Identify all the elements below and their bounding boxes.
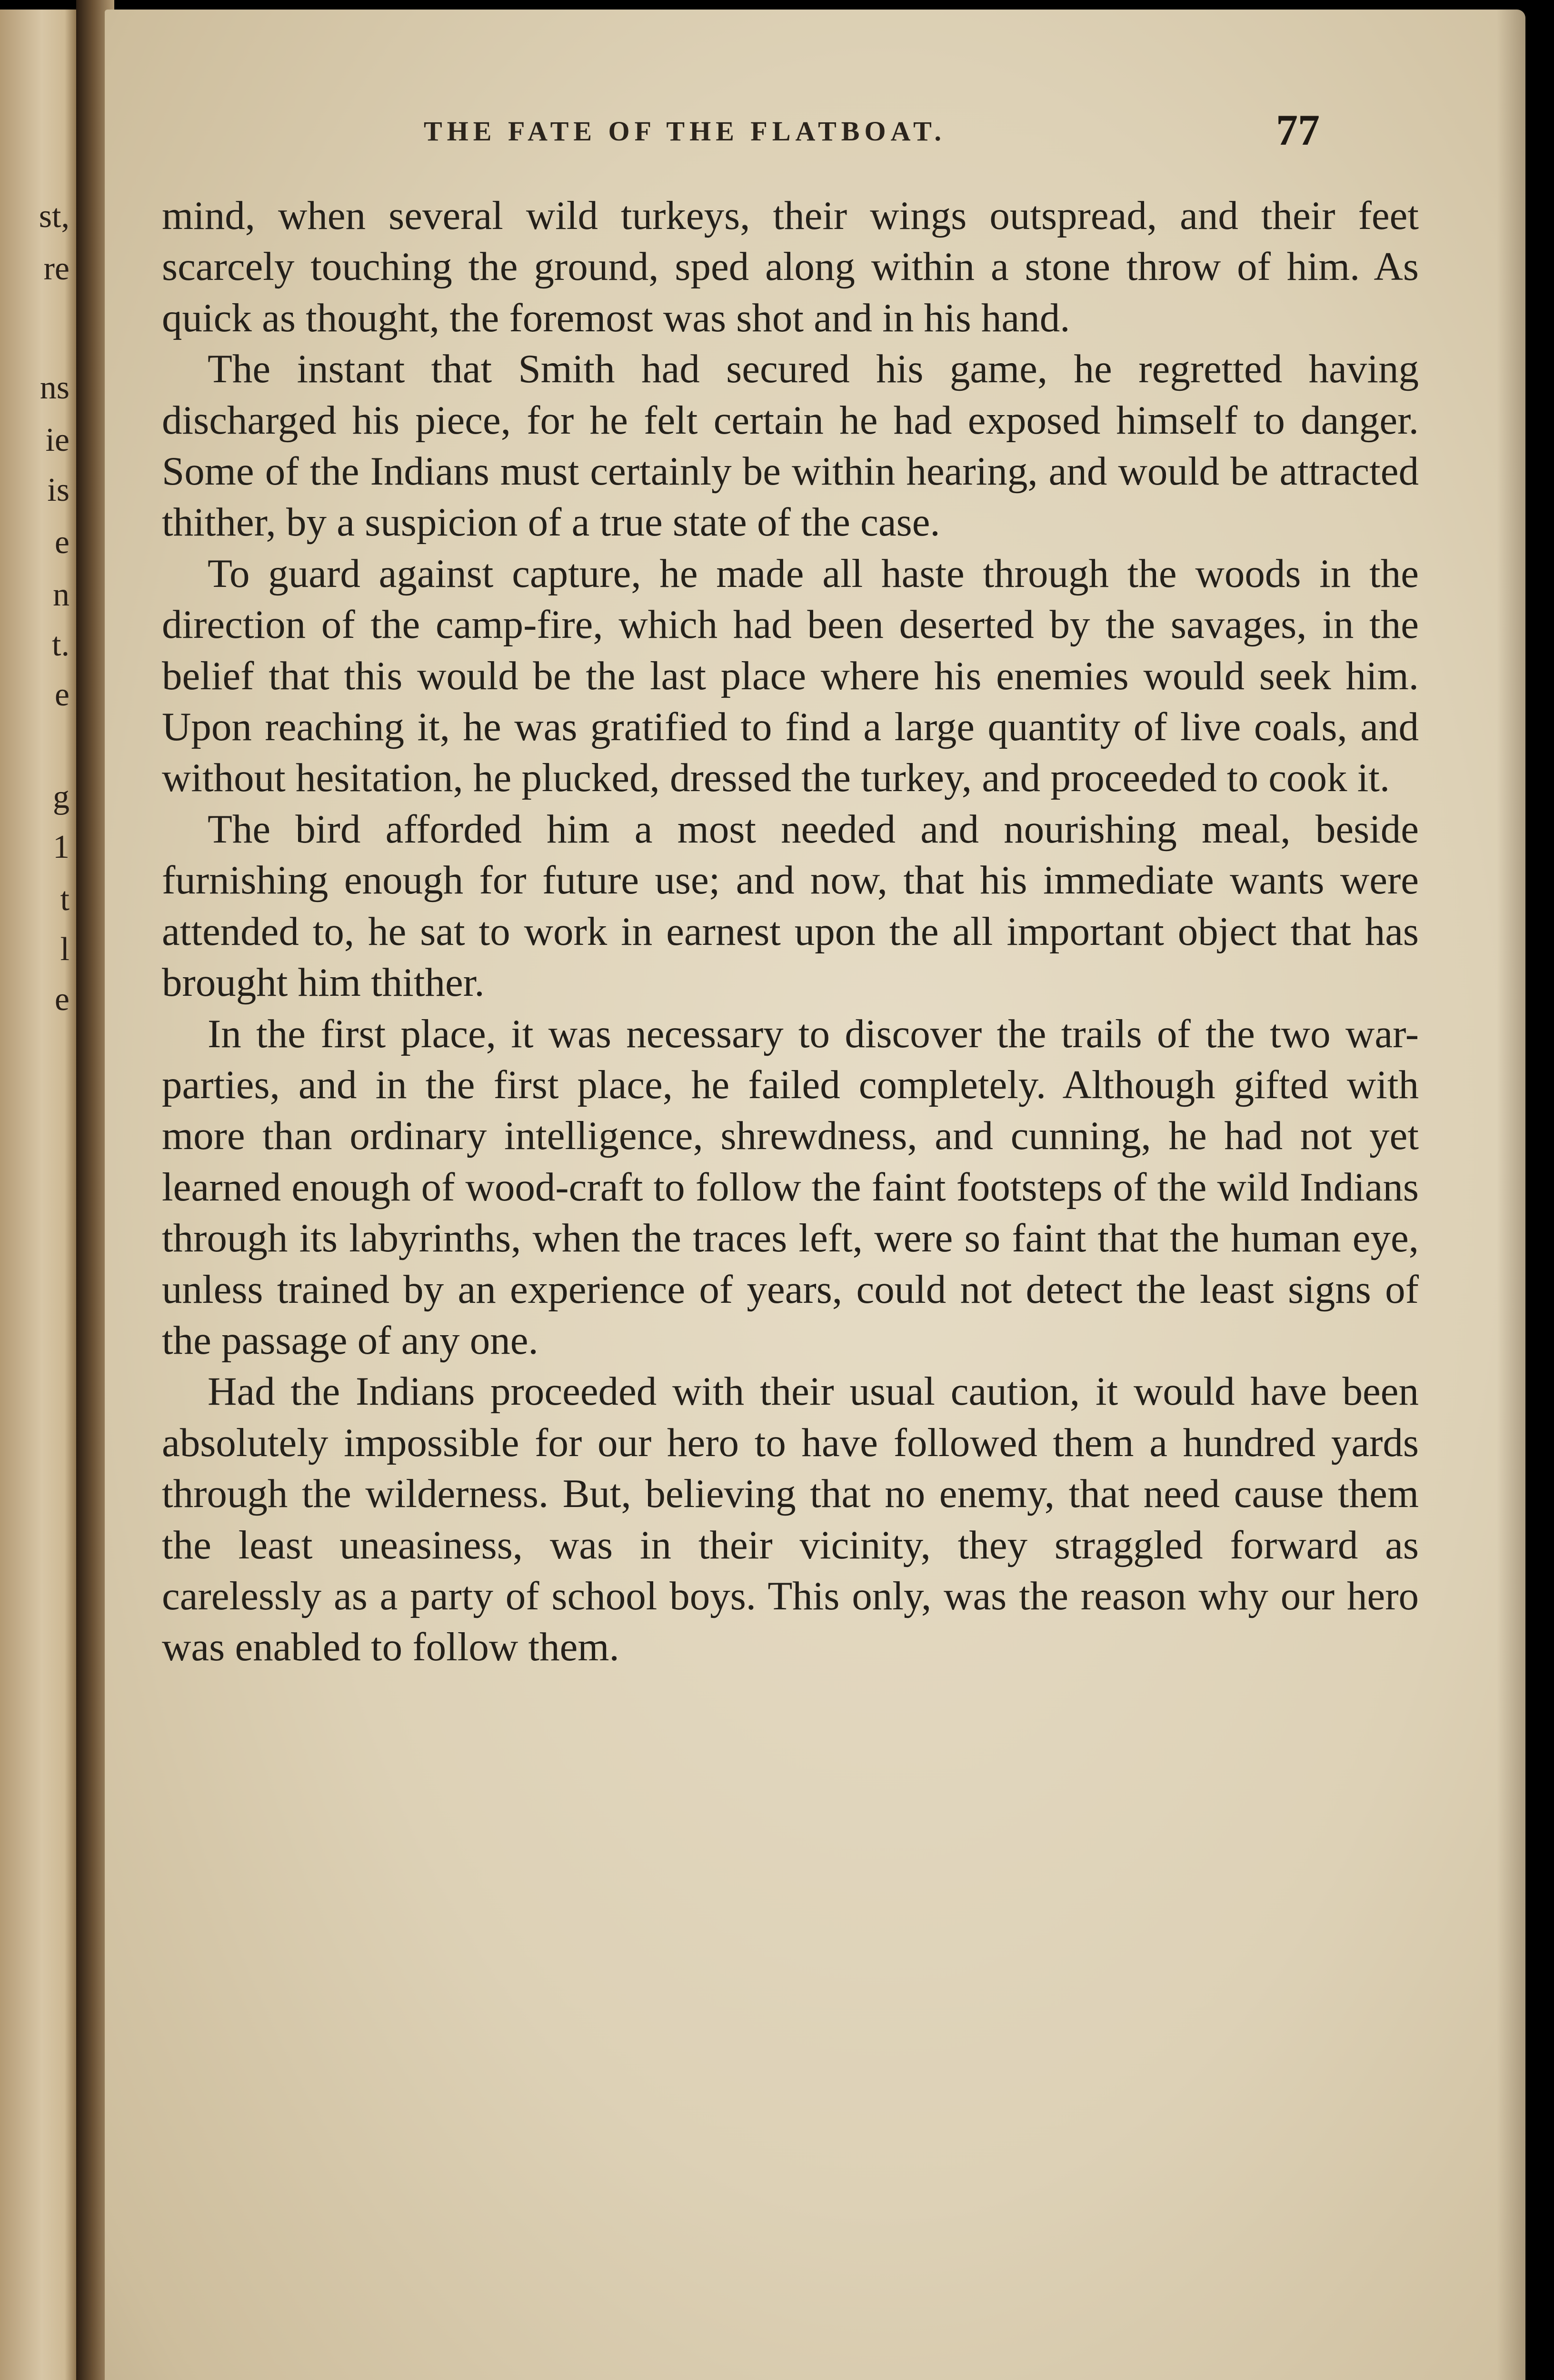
paragraph: The bird afforded him a most needed and nourishing meal, beside furnishing enough for future use; and now, that his immediate wants were attended to, he sat to work in earnest upon the all important object that has brought him thither.	[162, 806, 1419, 1005]
page-edge-shadow	[1497, 10, 1525, 2380]
paragraph: mind, when several wild turkeys, their wings outspread, and their feet scarcely touching the ground, sped along within a stone throw of him. As quick as thought, the foremost was shot and in his hand.	[162, 193, 1419, 340]
previous-page-edge	[0, 10, 76, 2380]
previous-page-fragment: l	[60, 931, 70, 968]
paragraph: The instant that Smith had secured his game, he regretted having discharged his piece, for he felt certain he had exposed himself to danger. Some of the Indians must certainly be within hearing, and would be attracted thither, by a suspicion of a true state of the case.	[162, 347, 1419, 545]
running-head	[105, 106, 1525, 158]
previous-page-fragment: e	[54, 981, 70, 1018]
paragraph: Had the Indians proceeded with their usual caution, it would have been absolutely impossible for our hero to have followed them a hundred yards through the wilderness. But, believing that no enemy, that need cause them the least uneasiness, was in their vicinity, they straggled forward as carelessly as a party of school boys. This only, was the reason why our hero was enabled to follow them.	[162, 1369, 1419, 1670]
previous-page-fragment: t.	[52, 626, 70, 663]
previous-page-fragment: is	[47, 472, 70, 508]
previous-page-fragment: ns	[40, 369, 70, 406]
previous-page-fragment: re	[43, 250, 70, 287]
book-page	[105, 10, 1525, 2380]
body-text	[162, 190, 1419, 1673]
previous-page-fragment: e	[54, 676, 70, 713]
paragraph: To guard against capture, he made all haste through the woods in the direction of the camp-fire, which had been deserted by the savages, in the belief that this would be the last place where his enemies would seek him. Upon reaching it, he was gratified to find a large quantity of live coals, and without hesitation, he plucked, dressed the turkey, and proceeded to cook it.	[162, 551, 1419, 801]
previous-page-fragment: ie	[45, 422, 70, 458]
previous-page-fragment: t	[60, 881, 70, 918]
previous-page-fragment: 1	[53, 829, 70, 865]
previous-page-fragment: g	[53, 779, 70, 815]
running-title: THE FATE OF THE FLATBOAT.	[424, 116, 946, 147]
previous-page-fragment: e	[54, 524, 70, 561]
paragraph: In the first place, it was necessary to discover the trails of the two war-parties, and in the first place, he failed completely. Although gifted with more than ordinary intelligence, shrewdness, and cunning, he had not yet learned enough of wood-craft to follow the faint footsteps of the wild Indians through its labyrinths, when the traces left, were so faint that the human eye, unless trained by an experience of years, could not detect the least signs of the passage of any one.	[162, 1011, 1419, 1363]
page-number: 77	[1276, 106, 1320, 154]
previous-page-fragment: n	[53, 576, 70, 613]
previous-page-fragment: st,	[39, 198, 70, 235]
